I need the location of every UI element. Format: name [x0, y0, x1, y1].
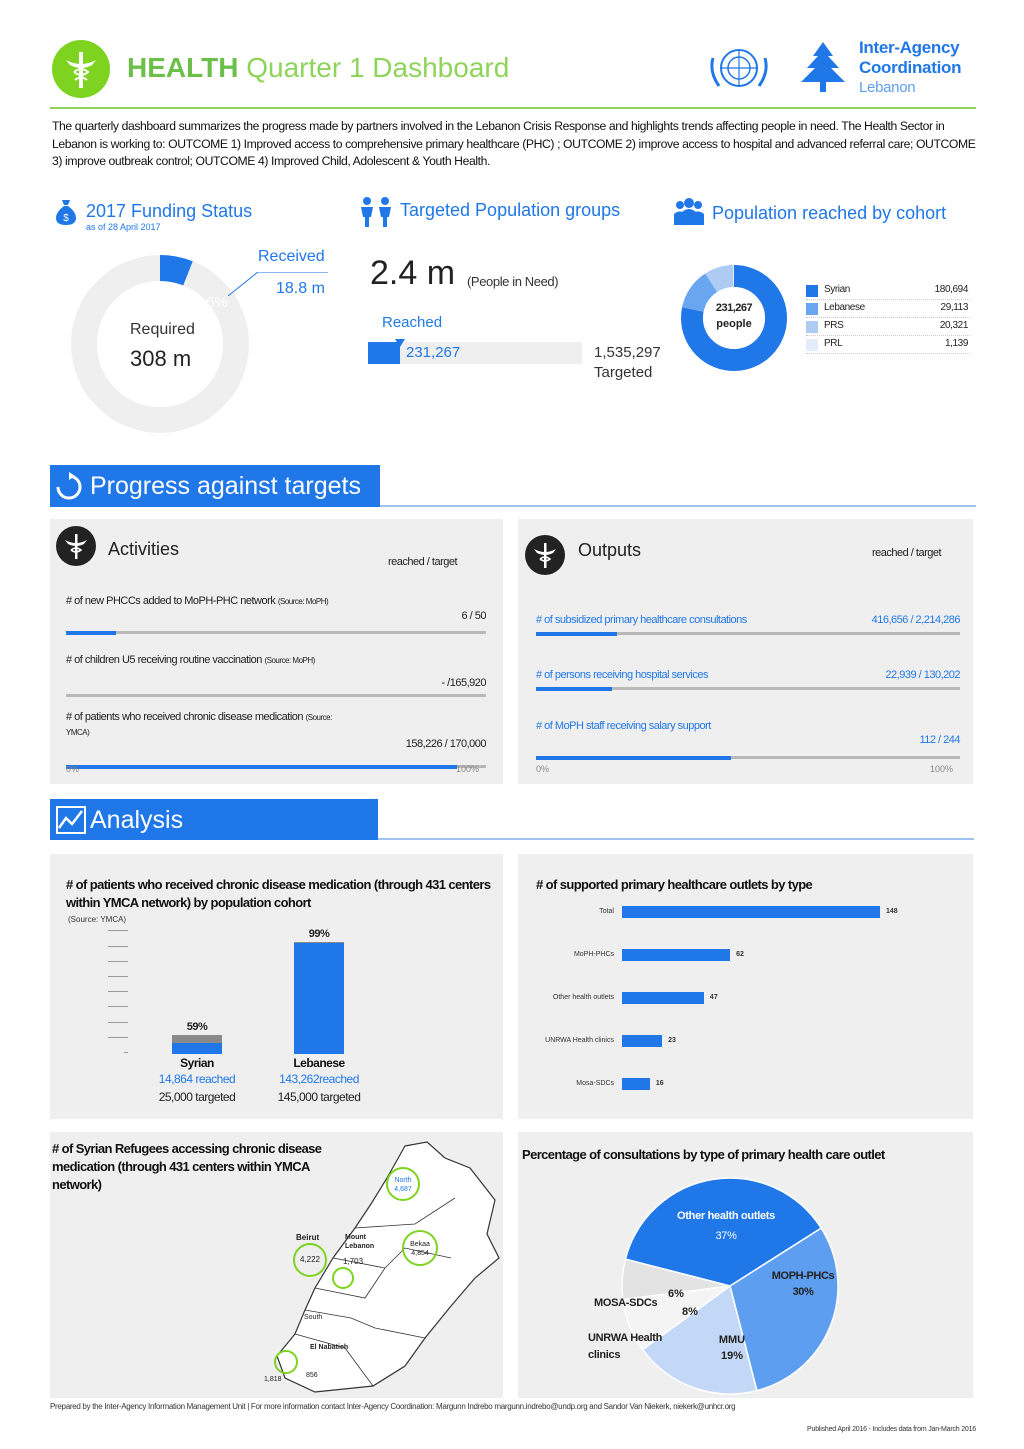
output-value: 416,656 / 2,214,286 — [871, 614, 960, 626]
consult-title: Percentage of consultations by type of primary health care outlet — [522, 1147, 885, 1162]
output-label: # of subsidized primary healthcare consultations — [536, 614, 747, 626]
funding-donut — [70, 254, 250, 434]
slice-label-other — [664, 1210, 788, 1242]
map-region-south-value: 1,818 — [264, 1376, 282, 1383]
slice-label-mmu — [702, 1334, 762, 1362]
map-region-nabatieh-name: El Nabatieh — [310, 1344, 349, 1351]
analysis-band — [50, 799, 378, 840]
chronic-bar-pct: 59% — [186, 1020, 208, 1033]
slice-label-other-pct: 37% — [715, 1230, 737, 1242]
chart-line-icon — [56, 806, 86, 834]
map-region-south — [274, 1350, 298, 1374]
chronic-yaxis-ticks — [100, 928, 130, 1058]
activity-progress-fill — [66, 631, 116, 635]
activity-source: (Source: MoPH) — [277, 597, 329, 606]
output-progress-fill — [536, 632, 617, 636]
output-progress-track — [536, 687, 960, 690]
cohort-legend-row — [806, 336, 970, 354]
chronic-bar-reached-label: 143,262reached — [279, 1072, 359, 1086]
progress-band — [50, 465, 380, 507]
cohort-legend-swatch — [806, 339, 818, 351]
outlet-bar-value: 148 — [886, 908, 898, 915]
cohort-legend-swatch — [806, 303, 818, 315]
map-region-north — [386, 1167, 420, 1201]
progress-band-title: Progress against targets — [90, 472, 361, 500]
activity-label-text: # of new PHCCs added to MoPH-PHC network — [66, 595, 278, 607]
footer-contact — [50, 1402, 735, 1411]
caduceus-icon — [56, 526, 96, 566]
funding-percent: 6% — [206, 294, 228, 311]
reached-value: 231,267 — [406, 344, 461, 361]
activity-progress-track — [66, 694, 486, 697]
chronic-bar-target — [294, 942, 344, 1054]
output-progress-track — [536, 632, 960, 635]
activities-axis-max: 100% — [456, 764, 480, 774]
page-title-bold: HEALTH — [127, 52, 239, 83]
chronic-bar-reached — [294, 943, 344, 1054]
cohort-legend-name: PRL — [824, 338, 843, 349]
slice-label-other-name: Other health outlets — [677, 1210, 775, 1222]
slice-label-moph-pct: 30% — [792, 1286, 814, 1298]
map-region-north-value: 4,687 — [394, 1186, 412, 1193]
footer-published: Published April 2016 - Includes data from Jan-March 2016 — [807, 1426, 976, 1433]
analysis-band-line — [378, 838, 974, 840]
slice-label-unrwa-pct: 8% — [682, 1306, 698, 1318]
intro-text: The quarterly dashboard summarizes the progress made by partners involved in the Lebanon Crisis Response and highlights trends affecting people in need. The Health Sector in Lebanon is working to: OUTCOME 1) Improved access to comprehensive primary healthcare (PHC) ; OUTCOME 2) improve access to hospital and advanced referral care; OUTCOME 3) improve outbreak control; OUTCOME 4) Improved Child, Adolescent & Youth Health. — [52, 119, 976, 168]
slice-label-mosa-pct: 6% — [668, 1288, 684, 1300]
svg-text:$: $ — [63, 213, 69, 224]
required-value: 308 m — [130, 346, 192, 371]
chronic-bar-target — [172, 1035, 222, 1054]
un-logo-icon — [703, 38, 775, 98]
outlet-bar-value: 16 — [655, 1080, 664, 1087]
progress-band-line — [380, 505, 976, 507]
cohort-legend-value: 20,321 — [939, 320, 968, 331]
received-label: Received — [258, 248, 325, 265]
chronic-bar-name: Syrian — [180, 1056, 214, 1070]
outlet-bar — [622, 949, 730, 961]
people-icon — [358, 196, 394, 228]
outlet-bar — [622, 1035, 662, 1047]
outlet-bar-value: 23 — [668, 1037, 676, 1044]
header-divider — [50, 107, 976, 109]
funding-asof: as of 28 April 2017 — [86, 222, 161, 232]
cohort-legend-value: 1,139 — [944, 338, 968, 349]
activity-source: (Source: MoPH) — [264, 656, 315, 665]
page-title — [127, 52, 509, 84]
analysis-band-title: Analysis — [90, 806, 184, 834]
group-icon — [672, 198, 706, 226]
page-title-rest: Quarter 1 Dashboard — [238, 52, 510, 83]
outputs-axis-max: 100% — [930, 764, 954, 774]
activity-progress-fill — [66, 765, 457, 769]
cohort-title: Population reached by cohort — [712, 203, 947, 223]
output-value: 22,939 / 130,202 — [885, 669, 960, 681]
slice-label-moph — [758, 1270, 848, 1298]
activity-label-text: # of patients who received chronic disease medication — [66, 711, 306, 723]
pin-value: 2.4 m — [370, 254, 456, 292]
org-name — [859, 38, 961, 98]
output-progress-fill — [536, 756, 731, 760]
outputs-col-header: reached / target — [872, 547, 942, 559]
refresh-icon — [54, 472, 84, 502]
output-progress-fill — [536, 687, 612, 691]
cohort-legend-name: Syrian — [824, 284, 850, 295]
activities-axis-min: 0% — [66, 764, 80, 774]
output-label: # of persons receiving hospital services — [536, 669, 708, 681]
outlets-title: # of supported primary healthcare outlets by type — [536, 877, 813, 892]
slice-label-moph-name: MOPH-PHCs — [771, 1270, 835, 1282]
cohort-legend-value: 180,694 — [934, 284, 968, 295]
map-region-beirut — [293, 1243, 327, 1277]
cohort-legend-name: PRS — [824, 320, 844, 331]
money-bag-icon — [54, 198, 78, 226]
output-label: # of MoPH staff receiving salary support — [536, 720, 711, 732]
activity-value: 158,226 / 170,000 — [405, 738, 486, 750]
org-name-line3: Lebanon — [859, 79, 916, 96]
cohort-legend-value: 29,113 — [940, 302, 968, 313]
outlet-bar-value: 47 — [709, 994, 718, 1001]
activity-label-text: # of children U5 receiving routine vaccination — [66, 654, 265, 666]
health-logo — [52, 40, 110, 98]
outputs-title: Outputs — [578, 540, 642, 560]
chronic-source: (Source: YMCA) — [68, 915, 127, 924]
activities-col-header: reached / target — [388, 556, 458, 568]
map-region-south-name: South — [304, 1314, 323, 1321]
cohort-total: 231,267 — [715, 302, 753, 314]
activity-source: (Source: YMCA) — [66, 713, 332, 737]
activity-label — [66, 594, 356, 609]
activities-title: Activities — [108, 539, 180, 559]
map-region-nabatieh-value: 856 — [306, 1372, 318, 1379]
map-region-mount-lebanon-name: Mount Lebanon — [345, 1234, 375, 1250]
outputs-axis-min: 0% — [536, 764, 550, 774]
targeted-label: Targeted — [594, 364, 653, 381]
cohort-legend-row — [806, 282, 970, 300]
outlet-bar-category: UNRWA Health clinics — [545, 1037, 614, 1044]
map-region-bekaa — [402, 1230, 438, 1266]
targeted-value: 1,535,297 — [594, 344, 661, 361]
slice-label-mosa-name: MOSA-SDCs — [594, 1297, 658, 1309]
output-progress-track — [536, 756, 960, 759]
received-value: 18.8 m — [276, 280, 325, 297]
outlet-bar-category: Other health outlets — [552, 994, 614, 1001]
chronic-bar-reached-label: 14,864 reached — [158, 1072, 236, 1086]
reached-label: Reached — [382, 314, 443, 331]
targeted-title: Targeted Population groups — [400, 200, 621, 220]
required-label: Required — [130, 321, 195, 338]
map-region-mount-lebanon — [332, 1267, 354, 1289]
cohort-legend — [806, 282, 970, 354]
map-region-bekaa-name: Bekaa — [410, 1241, 430, 1248]
outlet-bar-category: Mosa-SDCs — [576, 1080, 614, 1087]
map-region-beirut-value: 4,222 — [299, 1255, 321, 1264]
cohort-total-label: people — [716, 318, 752, 330]
cohort-legend-swatch — [806, 321, 818, 333]
pin-label: (People in Need) — [467, 274, 559, 289]
outlet-bar — [622, 906, 880, 918]
chronic-bar-pct: 99% — [308, 928, 330, 940]
outlet-bar-value: 62 — [736, 951, 744, 958]
slice-label-mmu-pct: 19% — [720, 1350, 744, 1362]
chronic-title: # of patients who received chronic disease medication (through 431 centers within YMCA network) by population cohort — [66, 877, 491, 910]
map-title: # of Syrian Refugees accessing chronic disease medication (through 431 centers within YMCA network) — [52, 1141, 322, 1192]
output-value: 112 / 244 — [919, 734, 960, 746]
chronic-bar-targeted-label: 145,000 targeted — [277, 1090, 361, 1104]
slice-label-unrwa-name: UNRWA Health clinics — [588, 1332, 663, 1361]
cohort-legend-row — [806, 318, 970, 336]
outlet-bar — [622, 1078, 650, 1090]
funding-title: 2017 Funding Status — [86, 201, 253, 221]
activity-progress-track — [66, 765, 486, 768]
activity-value: 6 / 50 — [461, 610, 486, 622]
chronic-bar-reached — [172, 1043, 222, 1054]
chronic-bar-name: Lebanese — [293, 1056, 345, 1070]
slice-label-mmu-name: MMU — [718, 1334, 746, 1346]
caduceus-icon — [525, 535, 565, 575]
map-region-mount-lebanon-value: 1,703 — [343, 1257, 364, 1266]
org-name-line1: Inter-Agency — [859, 38, 960, 57]
outlet-bar-category: Total — [599, 908, 614, 915]
cohort-legend-row — [806, 300, 970, 318]
map-region-beirut-name: Beirut — [296, 1233, 320, 1242]
cohort-legend-swatch — [806, 285, 818, 297]
cedar-logo-icon — [793, 38, 853, 98]
map-region-north-name: North — [394, 1177, 412, 1184]
reached-marker-icon — [395, 334, 405, 342]
footer-contact-text: Prepared by the Inter-Agency Information Management Unit | For more information contact Inter-Agency Coordination: Margunn Indrebo margunn.indrebo@undp.org and Sandor Van Niekerk, niekerk@unhcr.org — [50, 1402, 736, 1411]
map-region-bekaa-value: 4,854 — [411, 1250, 429, 1257]
outlet-bar-category: MoPH-PHCs — [573, 951, 614, 958]
activity-progress-track — [66, 631, 486, 634]
activity-label — [66, 653, 356, 668]
chronic-bar-targeted-label: 25,000 targeted — [158, 1090, 236, 1104]
outlet-bar — [622, 992, 704, 1004]
activity-label — [66, 710, 356, 740]
org-name-line2: Coordination — [859, 58, 962, 77]
activity-value: - /165,920 — [441, 677, 486, 689]
cohort-legend-name: Lebanese — [824, 302, 865, 313]
